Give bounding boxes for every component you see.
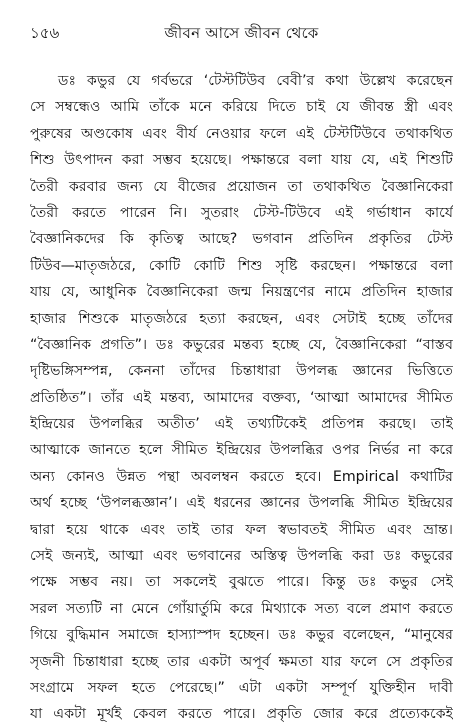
text-line: শিশু উৎপাদন করা সম্ভব হয়েছে। পক্ষান্তরে বলা যায় যে, এই শিশুটি: [30, 152, 453, 169]
text-line: সে সম্বন্ধেও আমি তাঁকে মনে করিয়ে দিতে চাই যে জীবন্ত স্ত্রী এবং: [30, 99, 453, 116]
text-line: তৈরী করতে পারেন নি। সুতরাং টেস্ট-টিউবে এই গর্ভাধান কার্যে: [30, 204, 453, 221]
text-line: আত্মাকে জানতে হলে সীমিত ইন্দ্রিয়ের উপলব্ধির ওপর নির্ভর না করে: [30, 442, 453, 459]
running-title: জীবন আসে জীবন থেকে: [164, 24, 319, 42]
text-line: সংগ্রামে সফল হতে পেরেছে।” এটা একটা সম্পূর্ণ যুক্তিহীন দাবী: [30, 679, 453, 696]
text-line: সেই জন্যই, আত্মা এবং ভগবানের অস্তিত্ব উপলব্ধি করা ডঃ কভুরের: [30, 548, 453, 565]
text-line: যা একটা মূর্খই কেবল করতে পারে। প্রকৃতি জোর করে প্রত্যেককেই: [30, 706, 453, 723]
text-line: “বৈজ্ঞানিক প্রগতি”। ডঃ কভুরের মন্তব্য হচ্ছে যে, বৈজ্ঞানিকেরা “বাস্তব: [30, 336, 453, 353]
text-line: অন্য কোনও উন্নত পন্থা অবলম্বন করতে হবে। Empirical কথাটির: [30, 468, 453, 485]
text-line: পক্ষে সম্ভব নয়। তা সকলেই বুঝতে পারে। কিন্তু ডঃ কভুর সেই: [30, 574, 453, 591]
text-line: অর্থ হচ্ছে ‘উপলব্ধজ্ঞান’। এই ধরনের জ্ঞানের উপলব্ধি সীমিত ইন্দ্রিয়ের: [30, 495, 453, 512]
text-line: হাজার শিশুকে মাতৃজঠরে হত্যা করছেন, এবং সেটাই হচ্ছে তাঁদের: [30, 310, 453, 327]
text-line: টিউব—মাতৃজঠরে, কোটি কোটি শিশু সৃষ্টি করছেন। পক্ষান্তরে বলা: [30, 257, 453, 274]
text-line: তৈরী করবার জন্য যে বীজের প্রয়োজন তা তথাকথিত বৈজ্ঞানিকেরা: [30, 178, 453, 195]
text-line: সৃজনী চিন্তাধারা হচ্ছে তার একটা অপূর্ব ক্ষমতা যার ফলে সে প্রকৃতির: [30, 653, 453, 670]
text-line: পুরুষের অণ্ডকোষ এবং বীর্য নেওয়ার ফলে এই টেস্টটিউবে তথাকথিত: [30, 125, 453, 142]
text-line: প্রতিষ্ঠিত”। তাঁর এই মন্তব্য, আমাদের বক্তব্য, ‘আত্মা আমাদের সীমিত: [30, 389, 453, 406]
body-text: [30, 68, 453, 728]
text-line: গিয়ে বুদ্ধিমান সমাজে হাস্যাস্পদ হচ্ছেন। ডঃ কভুর বলেছেন, “মানুষের: [30, 627, 453, 644]
text-line: দৃষ্টিভঙ্গিসম্পন্ন, কেননা তাঁদের চিন্তাধারা উপলব্ধ জ্ঞানের ভিত্তিতে: [30, 363, 453, 380]
text-line: সরল সত্যটি না মেনে গোঁয়ার্তুমি করে মিথ্যাকে সত্য বলে প্রমাণ করতে: [30, 600, 453, 617]
text-line: দ্বারা হয়ে থাকে এবং তাই তার ফল স্বভাবতই সীমিত এবং ভ্রান্ত।: [30, 521, 453, 538]
text-line: যায় যে, আধুনিক বৈজ্ঞানিকেরা জন্ম নিয়ন্ত্রণের নামে প্রতিদিন হাজার: [30, 284, 453, 301]
page-number: ১৫৬: [30, 24, 60, 42]
page-header: [30, 22, 453, 46]
text-line: বৈজ্ঞানিকদের কি কৃতিত্ব আছে? ভগবান প্রতিদিন প্রকৃতির টেস্ট: [30, 231, 453, 248]
text-line: ইন্দ্রিয়ের উপলব্ধির অতীত’ এই তথ্যটিকেই প্রতিপন্ন করছে। তাই: [30, 416, 453, 433]
text-line: ডঃ কভুর যে গর্বভরে ‘টেস্টটিউব বেবী’র কথা উল্লেখ করেছেন: [58, 73, 453, 89]
